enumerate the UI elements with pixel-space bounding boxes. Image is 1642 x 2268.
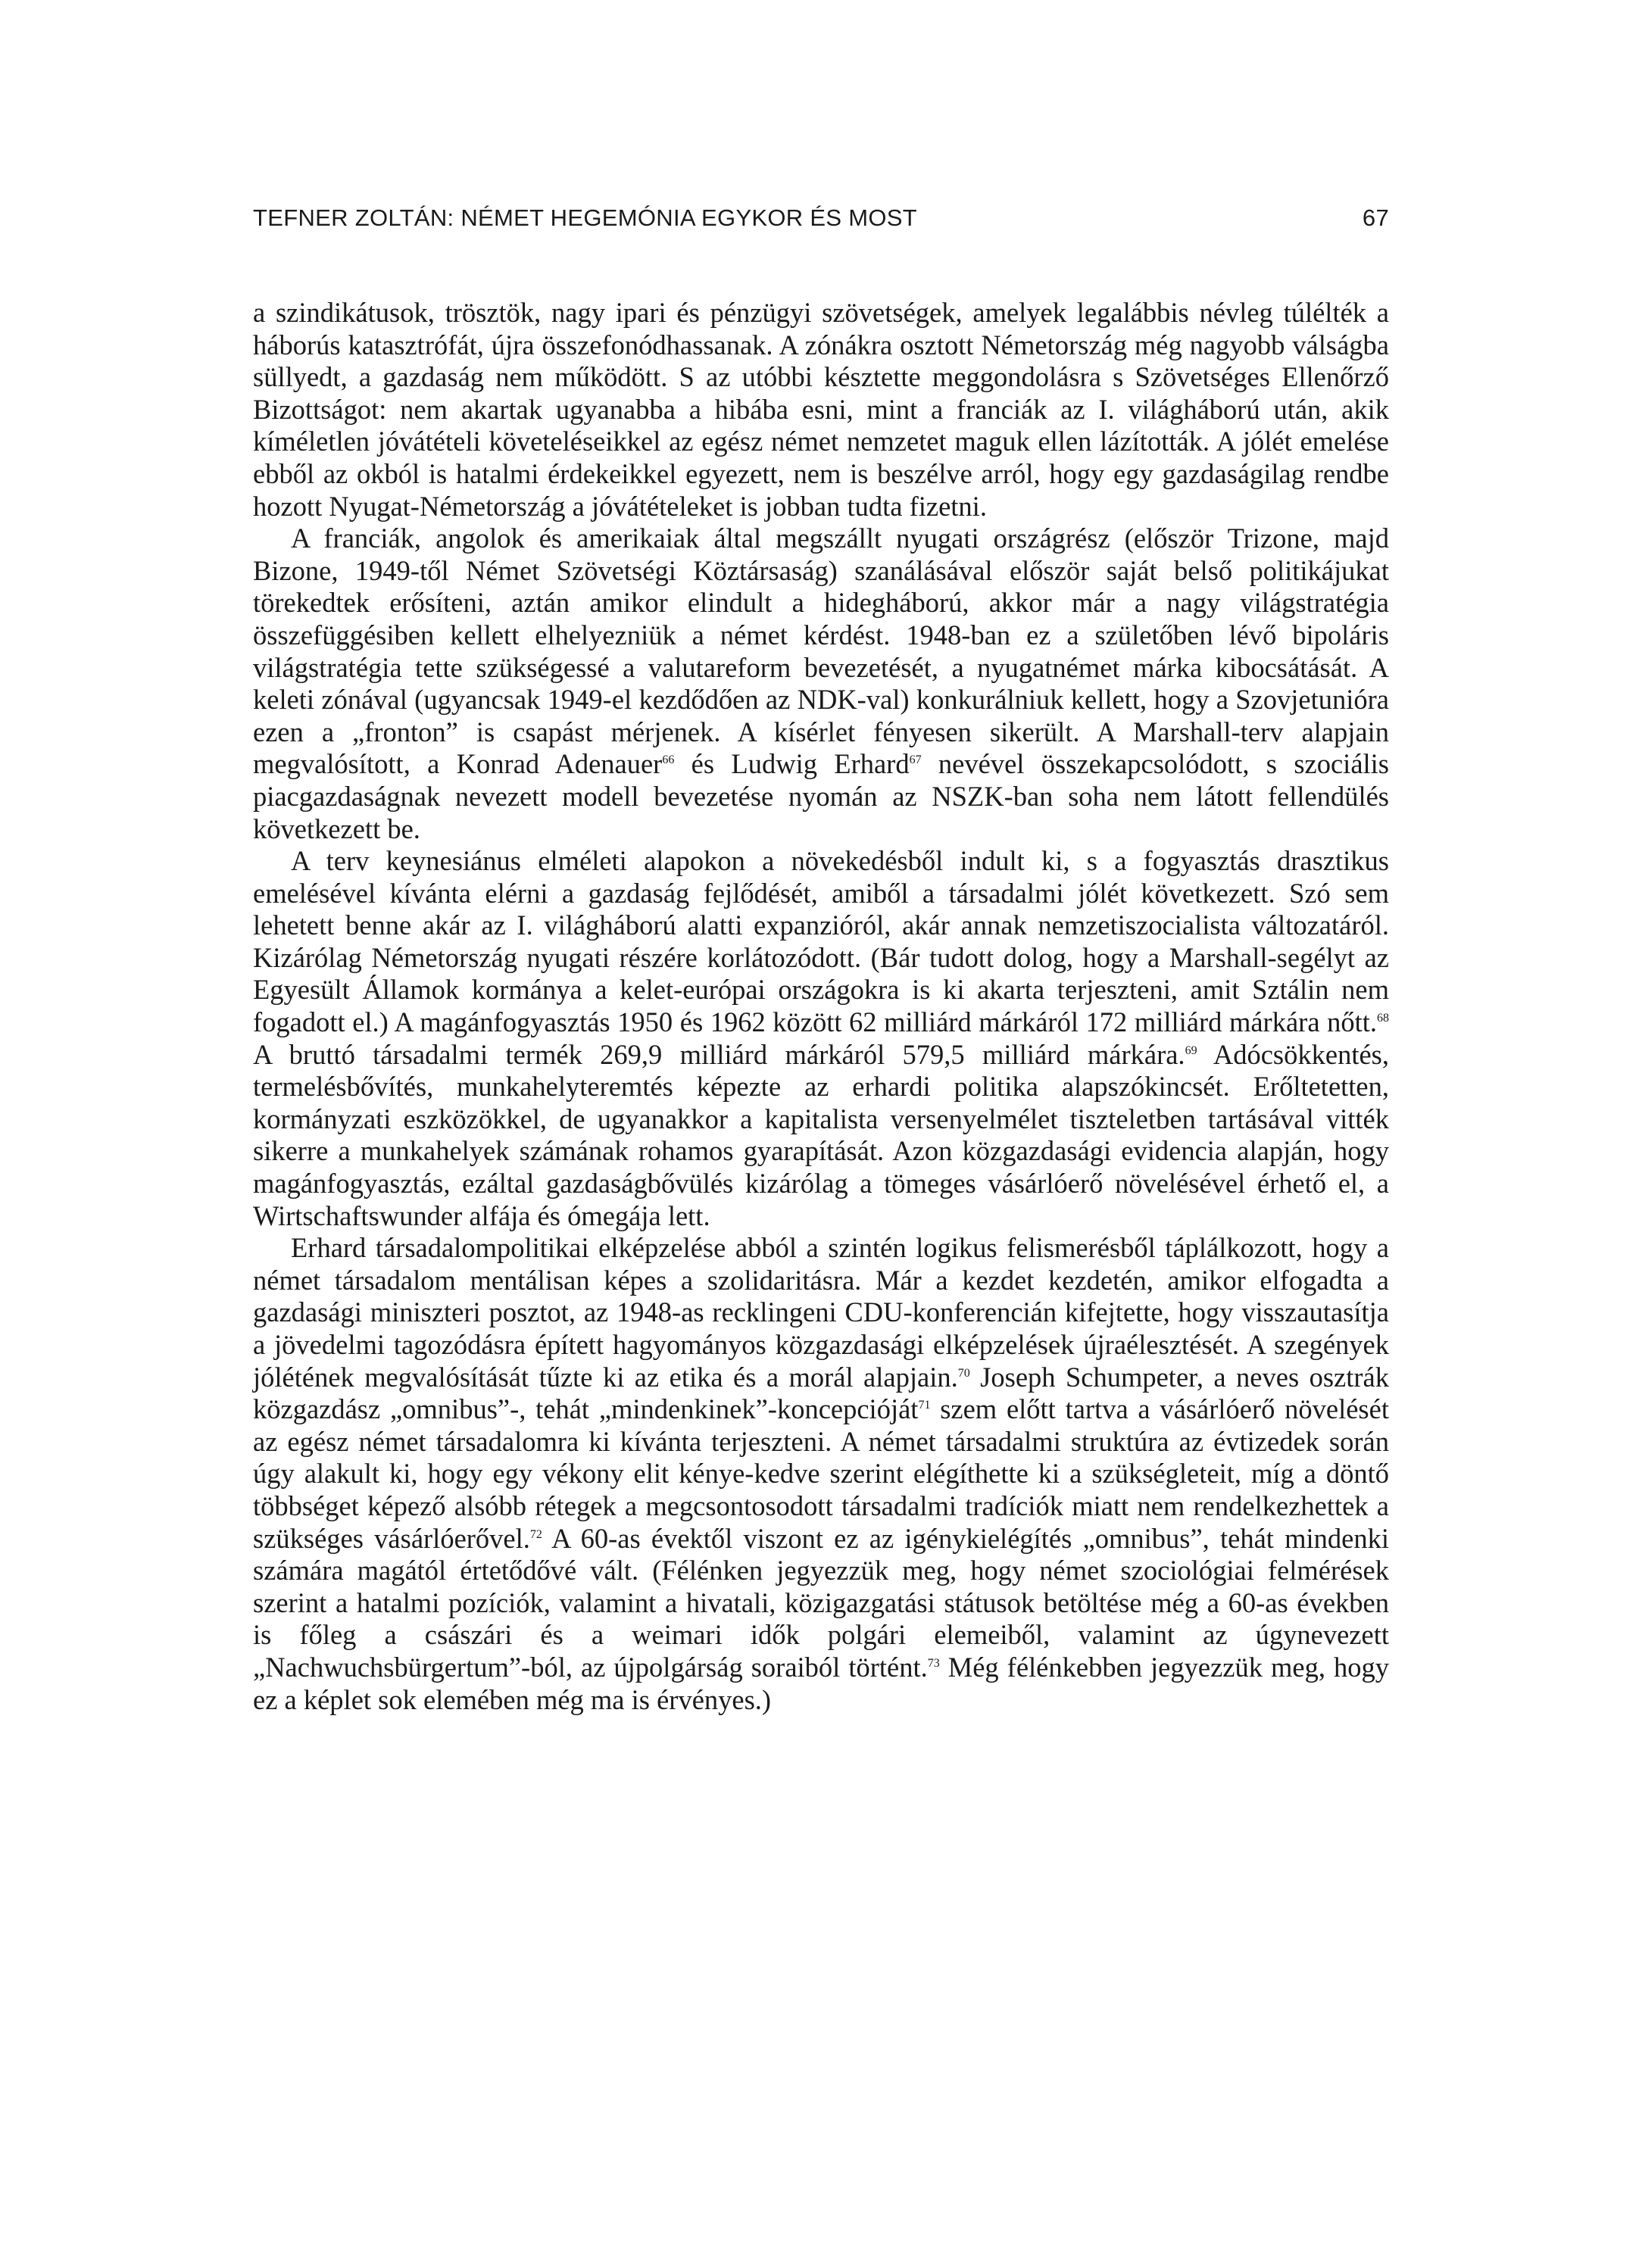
footnote-ref[interactable]: 71 <box>918 1399 931 1412</box>
body-text <box>253 297 1389 1716</box>
text-run: a szindikátusok, trösztök, nagy ipari és pénzügyi szövetségek, amelyek legalábbis névleg túlélték a háborús katasztrófát, újra összefonódhassanak. A zónákra osztott Németország még nagyobb válságba süllyedt, a gazdaság nem működött. S az utóbbi késztette meggondolásra s Szövetséges Ellenőrző Bizottságot: nem akartak ugyanabba a hibába esni, mint a franciák az I. világháború után, akik kíméletlen jóvátételi követeléseikkel az egész német nemzetet maguk ellen lázították. A jólét emelése ebből az okból is hatalmi érdekeikkel egyezett, nem is beszélve arról, hogy egy gazdaságilag rendbe hozott Nyugat-Németország a jóvátételeket is jobban tudta fizetni. <box>253 297 1389 522</box>
footnote-ref[interactable]: 72 <box>529 1527 542 1541</box>
running-header <box>253 204 1389 235</box>
text-run: Erhard társadalompolitikai elképzelése abból a szintén logikus felismerésből táplálkozott, hogy a német társadalom mentálisan képes a szolidaritásra. Már a kezdet kezdetén, amikor elfogadta a gazdasági miniszteri posztot, az 1948-as recklingeni CDU-konferencián kifejtette, hogy visszautasítja a jövedelmi tagozódásra épített hagyományos közgazdasági elképzelések újraélesztését. A szegények jólétének megvalósítását tűzte ki az etika és a morál alapjain. <box>253 1232 1389 1393</box>
text-run: Joseph Schumpeter, a neves osztrák közgazdász „omnibus”-, tehát „mindenkinek”-koncepcióját <box>253 1361 1389 1425</box>
text-run: nevével összekapcsolódott, s szociális piacgazdaságnak nevezett modell bevezetése nyomán az NSZK-ban soha nem látott fellendülés következett be. <box>253 748 1390 844</box>
footnote-ref[interactable]: 66 <box>662 753 675 767</box>
footnote-ref[interactable]: 67 <box>909 753 922 767</box>
page-number: 67 <box>1362 204 1389 231</box>
running-header-title: TEFNER ZOLTÁN: NÉMET HEGEMÓNIA EGYKOR ÉS MOST <box>253 204 918 231</box>
paragraph <box>253 523 1389 845</box>
text-run: A 60-as évektől viszont ez az igénykielégítés „omnibus”, tehát mindenki számára magától értetődővé vált. (Félénken jegyezzük meg, hogy német szociológiai felmérések szerint a hatalmi pozíciók, valamint a hivatali, közigazgatási státusok betöltése még a 60-as években is főleg a császári és a weimari idők polgári elemeiből, valamint az úgynevezett „Nachwuchsbürgertum”-ból, az újpolgárság soraiból történt. <box>253 1522 1389 1683</box>
text-run: Adócsökkentés, termelésbővítés, munkahelyteremtés képezte az erhardi politika alapszókincsét. Erőltetetten, kormányzati eszközökkel, de ugyanakkor a kapitalista versenyelmélet tiszteletben tartásával vitték sikerre a munkahelyek számának rohamos gyarapítását. Azon közgazdasági evidencia alapján, hogy magánfogyasztás, ezáltal gazdaságbővülés kizárólag a tömeges vásárlóerő növelésével érhető el, a Wirtschaftswunder alfája és ómegája lett. <box>253 1038 1390 1231</box>
paragraph <box>253 845 1389 1232</box>
text-run: A terv keynesiánus elméleti alapokon a növekedésből indult ki, s a fogyasztás drasztikus emelésével kívánta elérni a gazdaság fejlődését, amiből a társadalmi jólét következett. Szó sem lehetett benne akár az I. világháború alatti expanzióról, akár annak nemzetiszocialista változatáról. Kizárólag Németország nyugati részére korlátozódott. (Bár tudott dolog, hogy a Marshall-segélyt az Egyesült Államok kormánya a kelet-európai országokra is ki akarta terjeszteni, amit Sztálin nem fogadott el.) A magánfogyasztás 1950 és 1962 között 62 milliárd márkáról 172 milliárd márkára nőtt. <box>253 845 1389 1038</box>
paragraph <box>253 297 1389 523</box>
footnote-ref[interactable]: 69 <box>1185 1044 1197 1057</box>
paragraph <box>253 1232 1389 1716</box>
text-run: Még félénkebben jegyezzük meg, hogy ez a képlet sok elemében még ma is érvényes.) <box>253 1651 1389 1715</box>
text-run: A bruttó társadalmi termék 269,9 milliárd márkáról 579,5 milliárd márkára. <box>253 1038 1185 1070</box>
text-run: A franciák, angolok és amerikaiak által megszállt nyugati országrész (először Trizone, majd Bizone, 1949-től Német Szövetségi Köztársaság) szanálásával először saját belső politikájukat törekedtek erősíteni, aztán amikor elindult a hidegháború, akkor már a nagy világstratégia összefüggésiben kellett elhelyezniük a német kérdést. 1948-ban ez a születőben lévő bipoláris világstratégia tette szükségessé a valutareform bevezetését, a nyugatnémet márka kibocsátását. A keleti zónával (ugyancsak 1949-el kezdődően az NDK-val) konkurálniuk kellett, hogy a Szovjetunióra ezen a „fronton” is csapást mérjenek. A kísérlet fényesen sikerült. A Marshall-terv alapjain megvalósított, a Konrad Adenauer <box>253 523 1389 780</box>
footnote-ref[interactable]: 70 <box>957 1366 970 1380</box>
text-run: szem előtt tartva a vásárlóerő növelését az egész német társadalomra ki kívánta terjeszteni. A német társadalmi struktúra az évtizedek során úgy alakult ki, hogy egy vékony elit kénye-kedve szerint elégíthette ki a szükségleteit, míg a döntő többséget képező alsóbb rétegek a megcsontosodott társadalmi tradíciók miatt nem rendelkezhettek a szükséges vásárlóerővel. <box>253 1393 1389 1554</box>
footnote-ref[interactable]: 73 <box>927 1656 940 1670</box>
footnote-ref[interactable]: 68 <box>1377 1012 1389 1025</box>
text-run: és Ludwig Erhard <box>674 748 910 780</box>
